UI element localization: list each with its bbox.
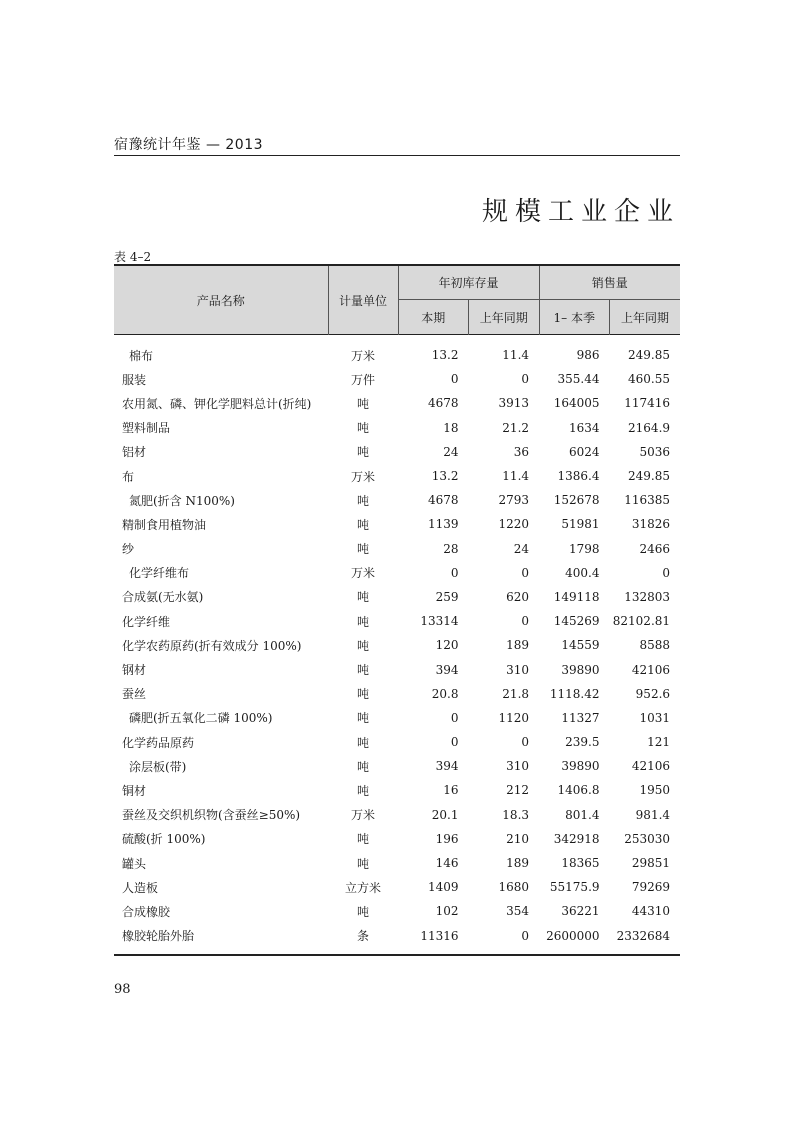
cell-unit: 吨 <box>356 904 369 919</box>
cell-sales-prev: 1950 <box>639 783 671 798</box>
cell-sales-prev: 5036 <box>639 444 671 459</box>
cell-sales-current: 355.44 <box>557 372 600 387</box>
table-row <box>114 512 680 536</box>
cell-inventory-prev: 24 <box>513 541 530 556</box>
cell-unit: 吨 <box>356 614 369 629</box>
table-row <box>114 585 680 609</box>
table-row <box>114 633 680 657</box>
cell-sales-prev: 2332684 <box>610 924 681 955</box>
header-rule <box>114 155 680 156</box>
cell-product-name: 人造板 <box>122 880 159 895</box>
cell-unit: 吨 <box>356 856 369 871</box>
table-row <box>114 706 680 730</box>
table-row <box>114 827 680 851</box>
cell-inventory-prev: 0 <box>521 614 530 629</box>
cell-sales-prev: 1031 <box>639 710 671 725</box>
cell-unit: 吨 <box>356 445 369 460</box>
cell-inventory-current: 1409 <box>427 880 459 895</box>
cell-sales-prev: 44310 <box>631 904 671 919</box>
cell-sales-current: 164005 <box>553 396 600 411</box>
cell-unit: 吨 <box>356 783 369 798</box>
cell-inventory-current: 102 <box>435 904 459 919</box>
col-header-inv-current: 本期 <box>398 300 469 335</box>
table-row <box>114 803 680 827</box>
cell-inventory-current: 18 <box>443 420 459 435</box>
cell-product-name: 化学药品原药 <box>122 735 195 750</box>
cell-unit: 吨 <box>356 493 369 508</box>
cell-inventory-prev: 0 <box>521 565 530 580</box>
cell-inventory-current: 16 <box>443 783 459 798</box>
cell-unit: 吨 <box>356 687 369 702</box>
cell-unit: 吨 <box>356 759 369 774</box>
cell-sales-current: 342918 <box>553 831 600 846</box>
cell-product-name: 蚕丝 <box>122 687 147 702</box>
cell-sales-current: 2600000 <box>539 924 610 955</box>
cell-inventory-current: 394 <box>435 662 459 677</box>
cell-inventory-prev: 0 <box>521 372 530 387</box>
cell-sales-current: 145269 <box>553 614 600 629</box>
table-row <box>114 561 680 585</box>
cell-inventory-prev: 210 <box>506 831 530 846</box>
cell-sales-current: 239.5 <box>565 735 600 750</box>
cell-inventory-prev: 21.8 <box>502 686 530 701</box>
cell-inventory-current: 0 <box>450 565 459 580</box>
cell-sales-prev: 253030 <box>624 831 671 846</box>
cell-sales-current: 1798 <box>568 541 600 556</box>
cell-sales-current: 986 <box>576 348 600 363</box>
col-header-product: 产品名称 <box>114 265 328 335</box>
cell-inventory-prev: 212 <box>506 783 530 798</box>
cell-unit: 吨 <box>356 735 369 750</box>
table-row <box>114 537 680 561</box>
cell-product-name: 合成橡胶 <box>122 904 171 919</box>
cell-sales-current: 801.4 <box>565 807 600 822</box>
cell-sales-prev: 2466 <box>639 541 671 556</box>
cell-inventory-current: 0 <box>450 735 459 750</box>
table-row <box>114 924 680 955</box>
cell-sales-current: 14559 <box>561 638 600 653</box>
cell-sales-current: 149118 <box>553 589 600 604</box>
cell-product-name: 塑料制品 <box>122 421 171 436</box>
cell-product-name: 涂层板(带) <box>129 759 187 774</box>
table-row <box>114 367 680 391</box>
cell-unit: 万米 <box>350 808 375 823</box>
cell-inventory-prev: 1120 <box>498 710 530 725</box>
page-number: 98 <box>114 982 131 997</box>
cell-sales-prev: 82102.81 <box>612 614 671 629</box>
table-row <box>114 609 680 633</box>
cell-sales-current: 400.4 <box>565 565 600 580</box>
cell-inventory-prev: 0 <box>469 924 540 955</box>
cell-product-name: 橡胶轮胎外胎 <box>114 924 328 955</box>
cell-inventory-current: 20.1 <box>431 807 459 822</box>
cell-product-name: 纱 <box>122 542 135 557</box>
cell-unit: 吨 <box>356 542 369 557</box>
cell-inventory-prev: 21.2 <box>502 420 530 435</box>
cell-product-name: 农用氮、磷、钾化学肥料总计(折纯) <box>122 396 312 411</box>
cell-inventory-prev: 0 <box>521 735 530 750</box>
cell-sales-prev: 2164.9 <box>628 420 671 435</box>
col-header-unit: 计量单位 <box>328 265 398 335</box>
cell-inventory-current: 13.2 <box>431 469 459 484</box>
cell-unit: 万米 <box>350 469 375 484</box>
cell-inventory-prev: 1220 <box>498 517 530 532</box>
cell-inventory-prev: 11.4 <box>502 469 530 484</box>
table-row <box>114 778 680 802</box>
cell-unit: 吨 <box>356 396 369 411</box>
cell-product-name: 钢材 <box>122 663 147 678</box>
cell-sales-current: 51981 <box>561 517 600 532</box>
cell-sales-current: 1406.8 <box>557 783 600 798</box>
cell-sales-prev: 981.4 <box>635 807 671 822</box>
table-row <box>114 899 680 923</box>
cell-inventory-current: 146 <box>435 856 459 871</box>
cell-product-name: 合成氨(无水氨) <box>122 590 204 605</box>
cell-inventory-current: 394 <box>435 759 459 774</box>
cell-inventory-prev: 18.3 <box>502 807 530 822</box>
col-header-sales-current: 1– 本季 <box>539 300 610 335</box>
cell-sales-prev: 79269 <box>631 880 671 895</box>
cell-unit: 吨 <box>356 590 369 605</box>
cell-sales-current: 1118.42 <box>549 686 600 701</box>
col-header-inv-prev: 上年同期 <box>469 300 540 335</box>
cell-sales-prev: 121 <box>647 735 671 750</box>
table-label: 表 4–2 <box>114 250 152 264</box>
table-row <box>114 488 680 512</box>
table-row <box>114 730 680 754</box>
cell-unit: 吨 <box>356 711 369 726</box>
table-row <box>114 464 680 488</box>
cell-sales-current: 1386.4 <box>557 469 600 484</box>
cell-unit: 吨 <box>356 663 369 678</box>
cell-sales-prev: 116385 <box>624 493 671 508</box>
table-body <box>114 335 680 955</box>
cell-unit: 万米 <box>350 566 375 581</box>
cell-product-name: 化学纤维布 <box>129 566 190 581</box>
cell-inventory-current: 0 <box>450 372 459 387</box>
cell-sales-prev: 952.6 <box>635 686 671 701</box>
inventory-sales-table <box>114 264 680 956</box>
cell-inventory-prev: 3913 <box>498 396 530 411</box>
table-row <box>114 335 680 368</box>
table-row <box>114 875 680 899</box>
cell-unit: 吨 <box>356 832 369 847</box>
cell-sales-current: 152678 <box>553 493 600 508</box>
cell-product-name: 硫酸(折 100%) <box>122 832 206 847</box>
cell-sales-current: 39890 <box>561 662 600 677</box>
table-row <box>114 851 680 875</box>
cell-inventory-current: 4678 <box>427 493 459 508</box>
cell-product-name: 服装 <box>122 372 147 387</box>
cell-inventory-prev: 189 <box>506 638 530 653</box>
cell-unit: 万件 <box>350 372 375 387</box>
cell-sales-current: 55175.9 <box>549 880 600 895</box>
table-header <box>114 265 680 335</box>
cell-inventory-current: 120 <box>435 638 459 653</box>
cell-product-name: 铜材 <box>122 783 147 798</box>
table-row <box>114 391 680 415</box>
cell-sales-prev: 117416 <box>624 396 671 411</box>
cell-inventory-prev: 620 <box>506 589 530 604</box>
cell-sales-current: 39890 <box>561 759 600 774</box>
cell-sales-prev: 42106 <box>631 759 671 774</box>
table-row <box>114 440 680 464</box>
cell-product-name: 化学农药原药(折有效成分 100%) <box>122 638 302 653</box>
cell-inventory-prev: 310 <box>506 759 530 774</box>
cell-inventory-current: 28 <box>443 541 459 556</box>
col-header-sales-prev: 上年同期 <box>610 300 681 335</box>
cell-product-name: 氮肥(折含 N100%) <box>129 493 235 508</box>
cell-sales-prev: 249.85 <box>628 469 671 484</box>
cell-sales-current: 1634 <box>568 420 600 435</box>
cell-sales-prev: 42106 <box>631 662 671 677</box>
section-title: 规模工业企业 <box>481 197 680 227</box>
table-row <box>114 416 680 440</box>
cell-unit: 吨 <box>356 517 369 532</box>
col-group-sales: 销售量 <box>539 265 680 300</box>
cell-inventory-current: 196 <box>435 831 459 846</box>
cell-sales-prev: 0 <box>662 565 671 580</box>
cell-sales-prev: 31826 <box>631 517 671 532</box>
cell-inventory-prev: 310 <box>506 662 530 677</box>
cell-unit: 立方米 <box>344 880 381 895</box>
cell-inventory-prev: 11.4 <box>502 348 530 363</box>
cell-product-name: 铝材 <box>122 445 147 460</box>
cell-inventory-current: 20.8 <box>431 686 459 701</box>
cell-sales-current: 18365 <box>561 856 600 871</box>
table-row <box>114 657 680 681</box>
cell-sales-prev: 249.85 <box>628 348 671 363</box>
cell-inventory-current: 13.2 <box>431 348 459 363</box>
cell-product-name: 棉布 <box>129 348 154 363</box>
cell-inventory-prev: 36 <box>513 444 530 459</box>
cell-product-name: 布 <box>122 469 135 484</box>
cell-inventory-prev: 189 <box>506 856 530 871</box>
cell-unit: 吨 <box>356 421 369 436</box>
cell-inventory-current: 24 <box>443 444 459 459</box>
cell-inventory-current: 259 <box>435 589 459 604</box>
cell-inventory-current: 13314 <box>420 614 459 629</box>
cell-inventory-prev: 1680 <box>498 880 530 895</box>
cell-product-name: 磷肥(折五氧化二磷 100%) <box>129 711 273 726</box>
cell-sales-prev: 132803 <box>624 589 671 604</box>
cell-inventory-prev: 354 <box>506 904 530 919</box>
cell-product-name: 蚕丝及交织机织物(含蚕丝≥50%) <box>122 808 301 823</box>
cell-unit: 万米 <box>350 348 375 363</box>
cell-product-name: 精制食用植物油 <box>122 517 207 532</box>
cell-sales-prev: 460.55 <box>628 372 671 387</box>
cell-sales-prev: 8588 <box>639 638 671 653</box>
cell-sales-current: 11327 <box>561 710 600 725</box>
running-head-title: 宿豫统计年鉴 — 2013 <box>114 137 264 153</box>
cell-product-name: 罐头 <box>122 856 147 871</box>
cell-inventory-current: 1139 <box>427 517 459 532</box>
cell-inventory-current: 11316 <box>398 924 469 955</box>
table-row <box>114 754 680 778</box>
col-group-inventory: 年初库存量 <box>398 265 539 300</box>
cell-sales-prev: 29851 <box>631 856 671 871</box>
cell-inventory-current: 4678 <box>427 396 459 411</box>
table-row <box>114 682 680 706</box>
cell-unit: 吨 <box>356 638 369 653</box>
cell-sales-current: 36221 <box>561 904 600 919</box>
cell-inventory-prev: 2793 <box>498 493 530 508</box>
cell-unit: 条 <box>328 924 398 955</box>
cell-product-name: 化学纤维 <box>122 614 171 629</box>
cell-sales-current: 6024 <box>568 444 600 459</box>
cell-inventory-current: 0 <box>450 710 459 725</box>
